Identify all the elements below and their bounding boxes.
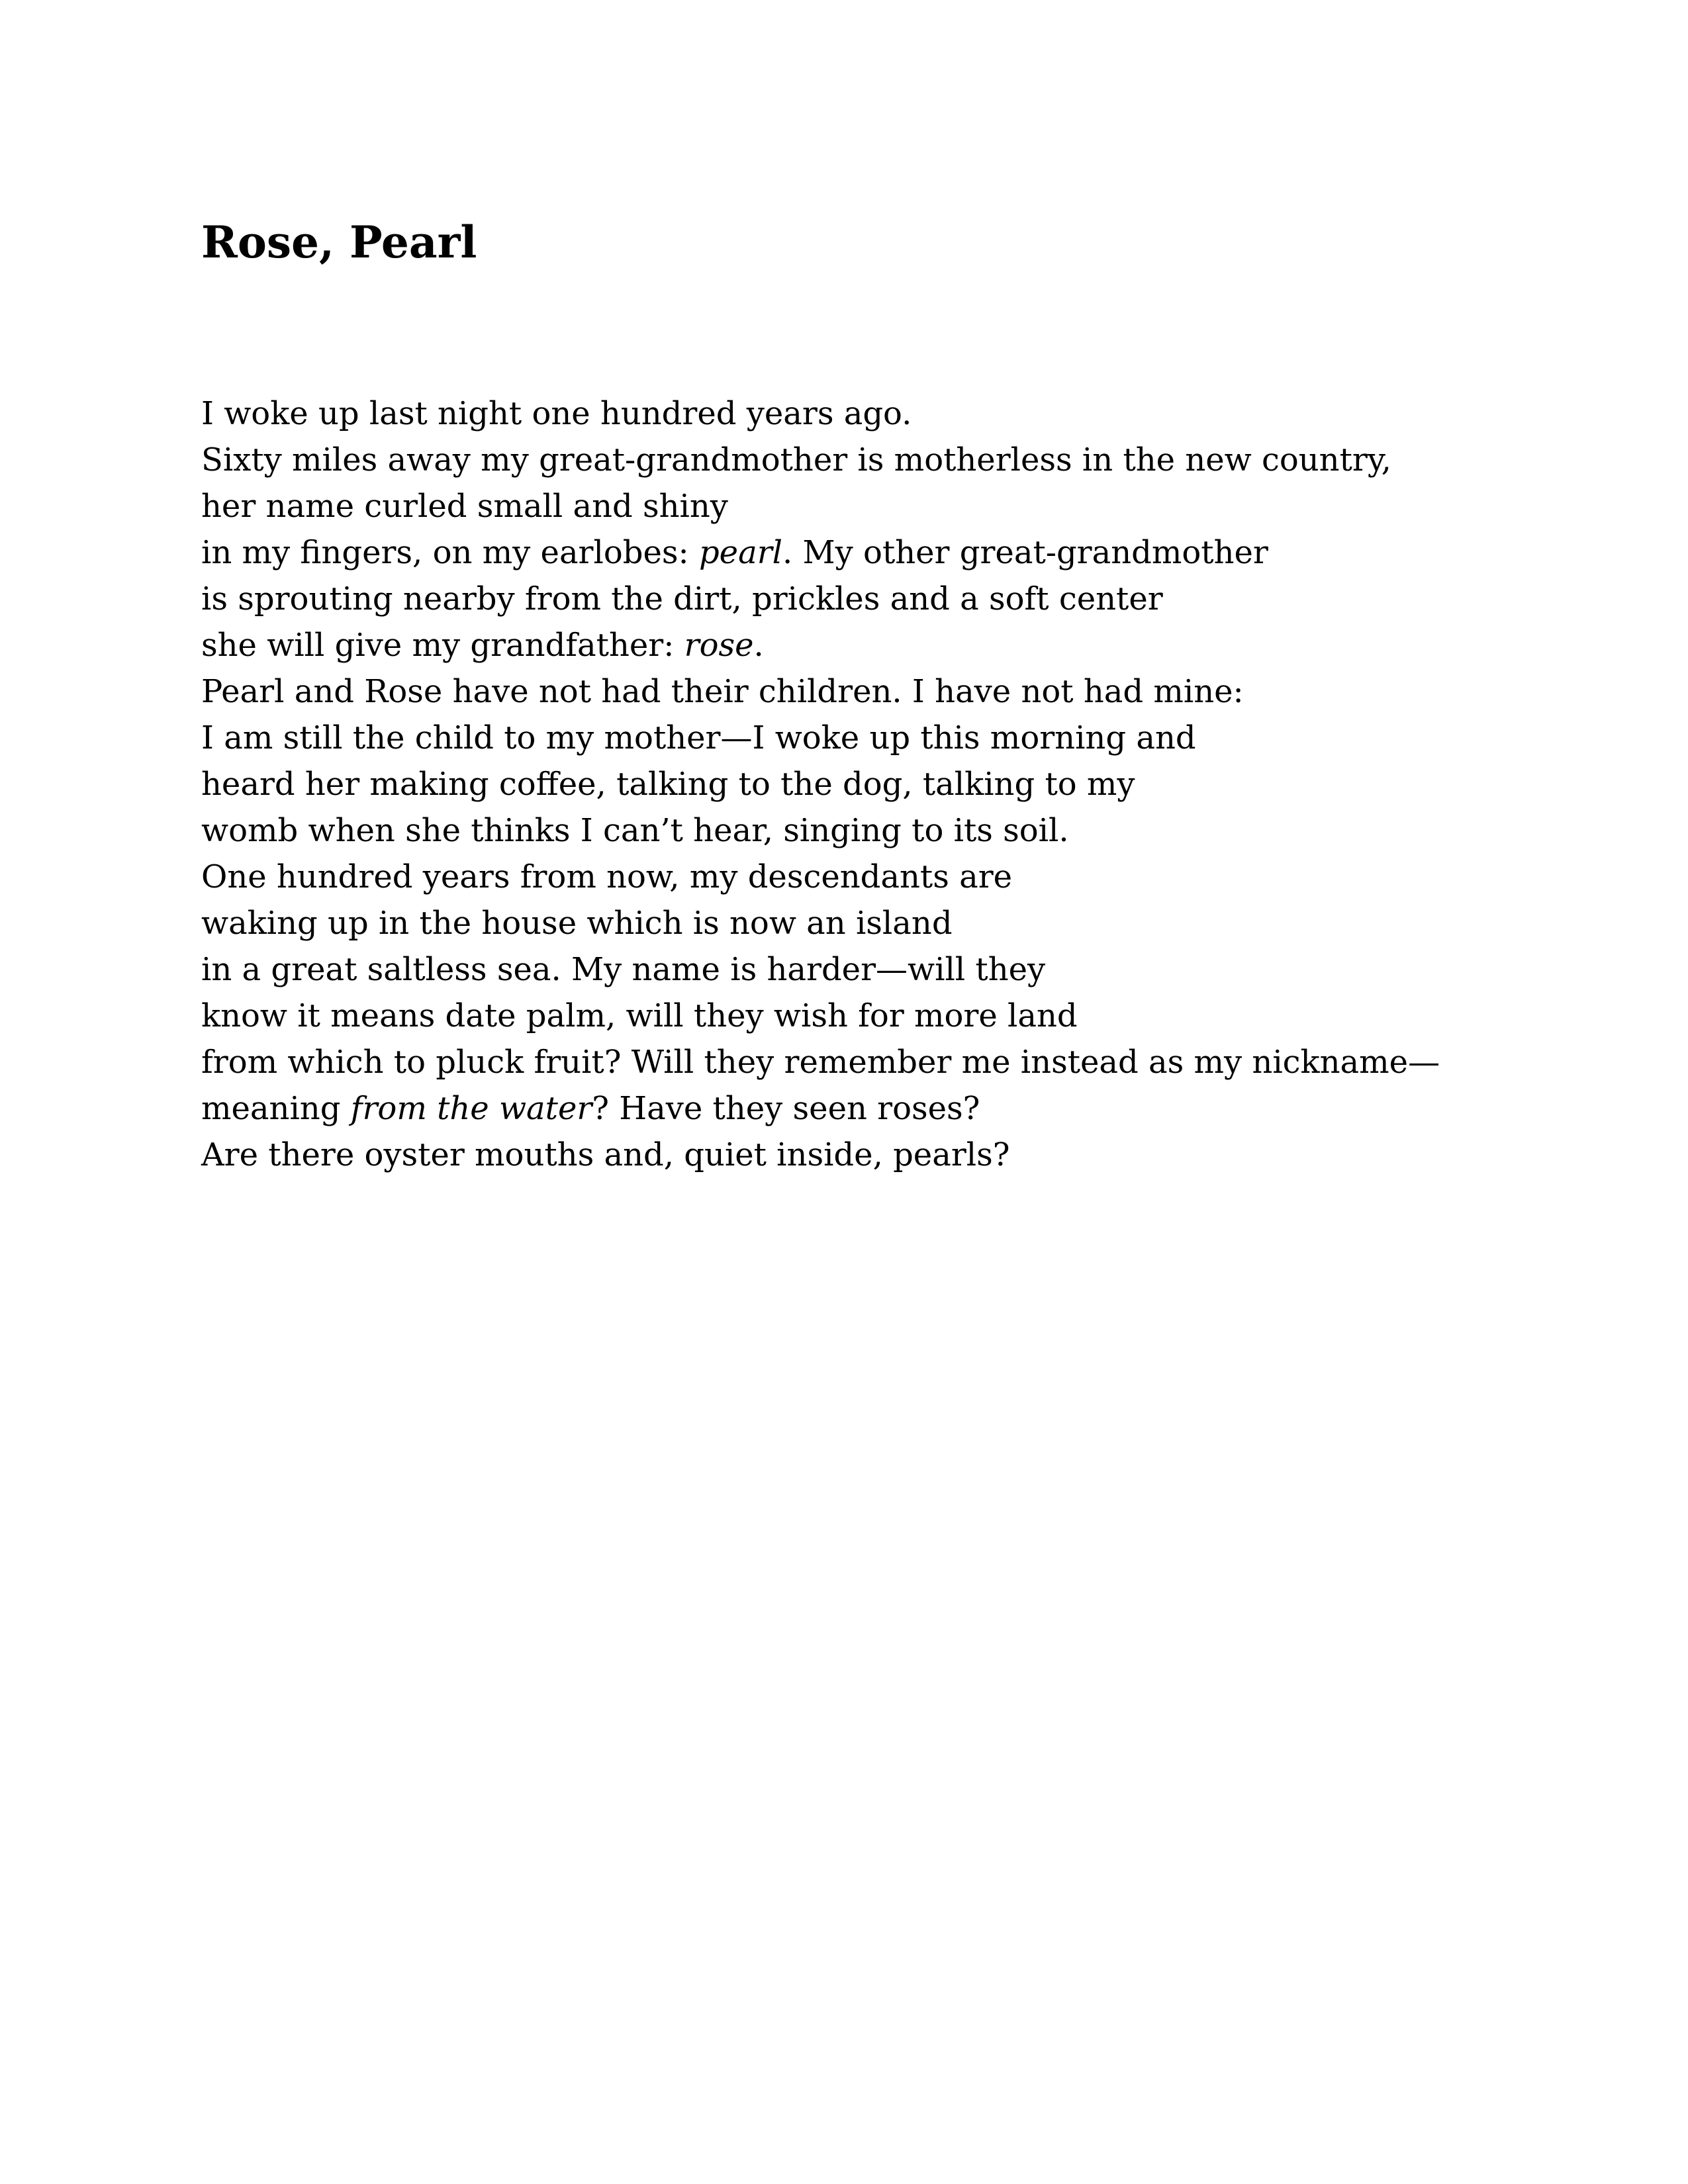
poem-line: is sprouting nearby from the dirt, prickles and a soft center <box>201 580 1163 617</box>
poem-line-segment: she will give my grandfather: <box>201 627 684 664</box>
poem-line-segment: . <box>753 627 764 664</box>
poem-line-segment: in my fingers, on my earlobes: <box>201 534 699 571</box>
poem-title: Rose, Pearl <box>201 216 477 268</box>
poem-line <box>201 1085 1558 1132</box>
poem-line: Sixty miles away my great-grandmother is motherless in the new country, <box>201 441 1391 478</box>
poem-line: Are there oyster mouths and, quiet inside, pearls? <box>201 1136 1010 1173</box>
italic-word-rose: rose <box>684 627 754 664</box>
italic-phrase-from-the-water: from the water <box>350 1090 592 1127</box>
poem-line-segment: ? Have they seen roses? <box>592 1090 980 1127</box>
italic-word-pearl: pearl <box>698 534 782 571</box>
poem-line: I woke up last night one hundred years ago. <box>201 395 912 432</box>
poem-line: Pearl and Rose have not had their children. I have not had mine: <box>201 673 1244 710</box>
poem-line: One hundred years from now, my descendants are <box>201 858 1013 895</box>
poem-line: her name curled small and shiny <box>201 488 728 525</box>
poem-line-segment: meaning <box>201 1090 351 1127</box>
poem-line: I am still the child to my mother—I woke up this morning and <box>201 719 1196 756</box>
poem-line: from which to pluck fruit? Will they remember me instead as my nickname— <box>201 1044 1440 1081</box>
poem-line: waking up in the house which is now an island <box>201 905 953 942</box>
poem-line: womb when she thinks I can’t hear, singing to its soil. <box>201 812 1069 849</box>
poem-body <box>201 390 1558 1178</box>
poem-line: in a great saltless sea. My name is harder—will they <box>201 951 1046 988</box>
poem-line <box>201 622 1558 668</box>
poem-line <box>201 529 1558 576</box>
poem-line-segment: . My other great-grandmother <box>782 534 1268 571</box>
poem-line: know it means date palm, will they wish for more land <box>201 997 1078 1034</box>
poem-line: heard her making coffee, talking to the dog, talking to my <box>201 766 1135 803</box>
